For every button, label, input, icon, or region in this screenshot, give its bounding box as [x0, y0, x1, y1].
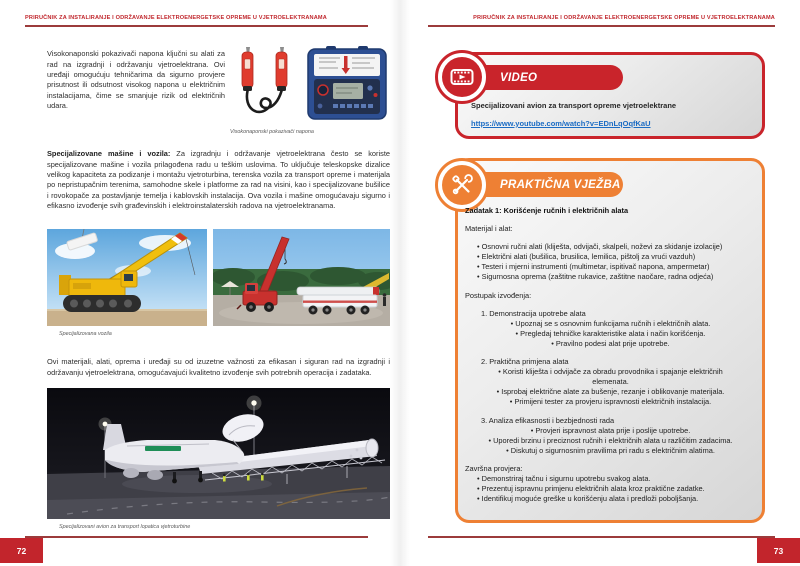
page-number-right: 73	[757, 538, 800, 563]
paragraph-lead: Specijalizovane mašine i vozila:	[47, 149, 171, 159]
voltage-testers-photo	[230, 46, 390, 123]
exercise-step	[465, 416, 756, 456]
materials-list	[465, 242, 756, 282]
exercise-content	[465, 206, 756, 504]
film-icon	[442, 57, 482, 97]
step-title: 1. Demonstracija upotrebe alata	[481, 308, 586, 318]
figure-caption: Visokonaponski pokazivači napona	[230, 129, 314, 135]
figure-special-vehicles	[47, 229, 390, 326]
tools-icon	[442, 165, 482, 205]
video-badge	[435, 50, 489, 104]
paragraph-importance: Ovi materijali, alati, oprema i uređaji su od izuzetne važnosti za efikasan i siguran rad na izgradnji i održavanju vjetroelektrana, omogućavajući kvalitetno izvođenje svih potrebnih operacija i zadataka.	[47, 357, 390, 377]
header-rule-left	[25, 25, 368, 27]
step-item: • Upoznaj se s osnovnim funkcijama ručnih i električnih alata.	[510, 318, 711, 328]
material-item: • Električni alati (bušilica, brusilica, lemilica, pištolj za vrući vazduh)	[477, 252, 696, 262]
step-item: • Pravilno podesi alat prije upotrebe.	[551, 338, 670, 348]
step-item: • Diskutuj o sigurnosnim pravilima pri radu s električnim alatima.	[506, 445, 715, 455]
exercise-heading-label: PRAKTIČNA VJEŽBA	[500, 178, 621, 191]
materials-heading: Materijal i alat:	[465, 224, 513, 234]
step-title: 2. Praktična primjena alata	[481, 357, 569, 367]
steps-list	[465, 309, 756, 456]
figure-transport-airplane	[47, 388, 390, 519]
transport-airplane-photo	[47, 388, 390, 519]
youtube-link[interactable]: https://www.youtube.com/watch?v=EDnLqOqfKaU	[471, 119, 651, 128]
page-header-right: PRIRUČNIK ZA INSTALIRANJE I ODRŽAVANJE ELEKTROENERGETSKE OPREME U VJETROELEKTRANAMA	[473, 15, 775, 21]
step-title: 3. Analiza efikasnosti i bezbjednosti rada	[481, 415, 615, 425]
crawler-crane-photo	[47, 229, 207, 326]
step-item: • Koristi kliješta i odvijače za obradu provodnika i spajanje električnih elemenata.	[498, 367, 723, 387]
exercise-step	[465, 309, 756, 349]
footer-rule-right	[428, 536, 775, 538]
final-check-item: • Identifikuj moguće greške u korišćenju alata i predloži poboljšanja.	[477, 494, 699, 504]
figure-caption: Specijalizovani avion za transport lopatica vjetroturbine	[59, 524, 191, 530]
material-item: • Osnovni ručni alati (kliješta, odvijači, skalpeli, noževi za skidanje izolacije)	[477, 242, 723, 252]
final-heading: Završna provjera:	[465, 463, 523, 473]
step-item: • Uporedi brzinu i preciznost ručnih i električnih alata u različitim zadacima.	[488, 435, 733, 445]
header-rule-right	[428, 25, 775, 27]
final-check-item: • Demonstriraj tačnu i sigurnu upotrebu svakog alata.	[477, 473, 651, 483]
figure-caption: Specijalizovana vozila	[59, 331, 112, 337]
paragraph-voltage-testers: Visokonaponski pokazivači napona ključni su alati za rad na izgradnji i održavanju vjetroelektrana. Ovi uređaji omogućuju tehničarima da sigurno provjere prisutnost ili odsutnost visokog napona u električnim instalacijama, čime se smanjuje rizik od električnih udara.	[47, 49, 225, 110]
paragraph-rest: Za izgradnju i održavanje vjetroelektrana često se koriste specijalizovane mašine i vozila prilagođena radu u teškim uslovima. To uključuje teleskopske dizalice velikog kapaciteta za podizanje i montažu vjetroturbina, terenska vozila za transport opreme i materijala po nepristupačnim terenima, samohodne skele i platforme za rad na visini, kao i specijalizovane bušilice i rovokopače za postavljanje temelja i kablovskih instalacija. Ova vozila i mašine omogućavaju sigurno i efikasno izvođenje svih građevinskih i elektroinstalaterskih radova na vjetroelektranama.	[47, 149, 390, 210]
footer-rule-left	[25, 536, 368, 538]
step-item: • Provjeri ispravnost alata prije i poslije upotrebe.	[530, 425, 691, 435]
exercise-step	[465, 357, 756, 407]
material-item: • Sigurnosna oprema (zaštitne rukavice, zaštitne naočare, radna odjeća)	[477, 272, 714, 282]
procedure-heading: Postupak izvođenja:	[465, 290, 532, 300]
exercise-badge	[435, 158, 489, 212]
final-list	[465, 474, 756, 504]
paragraph-special-machines	[47, 149, 390, 211]
video-heading-label: VIDEO	[500, 71, 538, 84]
step-item: • Isprobaj električne alate za bušenje, rezanje i oblikovanje materijala.	[496, 387, 725, 397]
final-check-item: • Prezentuj ispravnu primjenu električnih alata kroz praktične zadatke.	[477, 484, 705, 494]
video-link-row	[471, 119, 651, 128]
page-header-left: PRIRUČNIK ZA INSTALIRANJE I ODRŽAVANJE ELEKTROENERGETSKE OPREME U VJETROELEKTRANAMA	[25, 15, 327, 21]
video-title: Specijalizovani avion za transport opreme vjetroelektrane	[471, 101, 677, 110]
step-item: • Primijeni tester za provjeru ispravnosti električnih instalacija.	[509, 397, 712, 407]
mobile-cranes-photo	[213, 229, 390, 326]
figure-voltage-testers	[230, 46, 390, 135]
step-item: • Pregledaj tehničke karakteristike alata i način korišćenja.	[515, 328, 706, 338]
material-item: • Testeri i mjerni instrumenti (multimetar, ispitivač napona, ampermetar)	[477, 262, 710, 272]
page-number-left: 72	[0, 538, 43, 563]
page-gutter	[390, 0, 410, 566]
task-title: Zadatak 1: Korišćenje ručnih i električnih alata	[465, 206, 629, 215]
